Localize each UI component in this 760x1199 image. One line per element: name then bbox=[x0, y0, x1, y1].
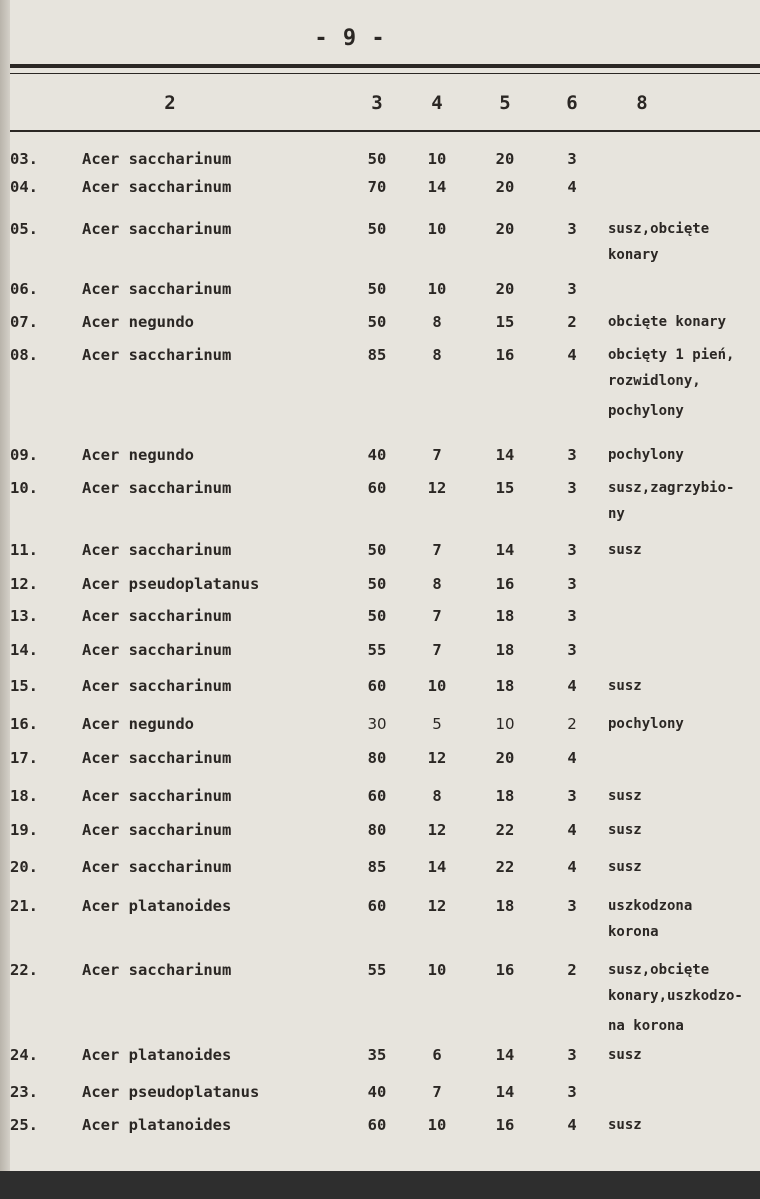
value-col-5: 22 bbox=[495, 821, 515, 839]
table-row bbox=[10, 343, 760, 419]
table-row bbox=[10, 310, 760, 334]
value-col-3: 40 bbox=[367, 446, 387, 464]
row-number: 13. bbox=[10, 607, 38, 625]
remarks-line: na korona bbox=[608, 1018, 684, 1034]
table-row bbox=[10, 476, 760, 522]
remarks-line: susz,obcięte bbox=[608, 221, 710, 237]
species-name: Acer negundo bbox=[82, 313, 194, 331]
value-col-5: 18 bbox=[495, 897, 515, 915]
species-name: Acer pseudoplatanus bbox=[82, 1083, 260, 1101]
table-row bbox=[10, 277, 760, 301]
value-col-4: 14 bbox=[427, 858, 447, 876]
value-col-5: 18 bbox=[495, 677, 515, 695]
remarks-line: susz bbox=[608, 1117, 642, 1133]
species-name: Acer saccharinum bbox=[82, 150, 232, 168]
table-row bbox=[10, 894, 760, 940]
value-col-3: 70 bbox=[367, 178, 387, 196]
value-col-4: 8 bbox=[432, 575, 442, 593]
remarks-line: susz bbox=[608, 822, 642, 838]
remarks-line: susz,obcięte bbox=[608, 962, 710, 978]
species-name: Acer saccharinum bbox=[82, 641, 232, 659]
col-header-5: 5 bbox=[499, 92, 511, 114]
value-col-4: 7 bbox=[432, 607, 442, 625]
value-col-5: 18 bbox=[495, 607, 515, 625]
value-col-4: 12 bbox=[427, 897, 447, 915]
table-row bbox=[10, 958, 760, 1034]
value-col-4: 7 bbox=[432, 446, 442, 464]
value-col-5: 14 bbox=[495, 1046, 515, 1064]
value-col-6: 2 bbox=[567, 715, 577, 733]
remarks-note bbox=[608, 855, 642, 879]
species-name: Acer saccharinum bbox=[82, 858, 232, 876]
value-col-4: 6 bbox=[432, 1046, 442, 1064]
value-col-6: 3 bbox=[567, 541, 577, 559]
col-header-4: 4 bbox=[431, 92, 443, 114]
species-name: Acer pseudoplatanus bbox=[82, 575, 260, 593]
remarks-note bbox=[608, 1113, 642, 1137]
value-col-3: 60 bbox=[367, 479, 387, 497]
value-col-5: 16 bbox=[495, 961, 515, 979]
row-number: 09. bbox=[10, 446, 38, 464]
table-row bbox=[10, 1043, 760, 1067]
value-col-5: 16 bbox=[495, 1116, 515, 1134]
table-row bbox=[10, 818, 760, 842]
value-col-5: 20 bbox=[495, 220, 515, 238]
row-number: 23. bbox=[10, 1083, 38, 1101]
value-col-6: 3 bbox=[567, 787, 577, 805]
species-name: Acer saccharinum bbox=[82, 346, 232, 364]
remarks-note bbox=[608, 712, 684, 736]
value-col-4: 14 bbox=[427, 178, 447, 196]
value-col-4: 8 bbox=[432, 787, 442, 805]
value-col-5: 20 bbox=[495, 280, 515, 298]
remarks-note bbox=[608, 674, 642, 698]
value-col-6: 3 bbox=[567, 220, 577, 238]
row-number: 08. bbox=[10, 346, 38, 364]
value-col-3: 60 bbox=[367, 787, 387, 805]
value-col-4: 10 bbox=[427, 220, 447, 238]
value-col-5: 20 bbox=[495, 178, 515, 196]
table-row bbox=[10, 855, 760, 879]
remarks-note bbox=[608, 818, 642, 842]
value-col-3: 50 bbox=[367, 220, 387, 238]
value-col-6: 3 bbox=[567, 575, 577, 593]
table-row bbox=[10, 784, 760, 808]
value-col-6: 4 bbox=[567, 677, 577, 695]
table-row bbox=[10, 147, 760, 171]
remarks-note bbox=[608, 343, 734, 423]
remarks-note bbox=[608, 538, 642, 562]
value-col-5: 18 bbox=[495, 641, 515, 659]
row-number: 24. bbox=[10, 1046, 38, 1064]
value-col-3: 60 bbox=[367, 1116, 387, 1134]
row-number: 06. bbox=[10, 280, 38, 298]
row-number: 19. bbox=[10, 821, 38, 839]
table-row bbox=[10, 217, 760, 263]
value-col-3: 50 bbox=[367, 280, 387, 298]
remarks-line: susz bbox=[608, 859, 642, 875]
value-col-4: 10 bbox=[427, 961, 447, 979]
row-number: 20. bbox=[10, 858, 38, 876]
value-col-3: 80 bbox=[367, 821, 387, 839]
remarks-note bbox=[608, 443, 684, 467]
remarks-line: obcięte konary bbox=[608, 314, 727, 330]
header-rule-thick bbox=[10, 64, 760, 68]
species-name: Acer platanoides bbox=[82, 1046, 232, 1064]
value-col-4: 10 bbox=[427, 1116, 447, 1134]
value-col-5: 20 bbox=[495, 749, 515, 767]
row-number: 04. bbox=[10, 178, 38, 196]
value-col-6: 4 bbox=[567, 749, 577, 767]
species-name: Acer saccharinum bbox=[82, 479, 232, 497]
col-header-6: 6 bbox=[566, 92, 578, 114]
value-col-6: 3 bbox=[567, 446, 577, 464]
col-header-3: 3 bbox=[371, 92, 383, 114]
remarks-line: korona bbox=[608, 924, 659, 940]
remarks-note bbox=[608, 958, 743, 1038]
remarks-line: susz bbox=[608, 788, 642, 804]
value-col-3: 55 bbox=[367, 961, 387, 979]
value-col-6: 4 bbox=[567, 1116, 577, 1134]
species-name: Acer saccharinum bbox=[82, 541, 232, 559]
remarks-note bbox=[608, 217, 709, 267]
value-col-5: 14 bbox=[495, 541, 515, 559]
value-col-4: 7 bbox=[432, 541, 442, 559]
remarks-note bbox=[608, 894, 692, 944]
remarks-line: obcięty 1 pień, bbox=[608, 347, 735, 363]
value-col-4: 12 bbox=[427, 749, 447, 767]
remarks-line: susz bbox=[608, 678, 642, 694]
row-number: 22. bbox=[10, 961, 38, 979]
table-row bbox=[10, 638, 760, 662]
value-col-6: 4 bbox=[567, 858, 577, 876]
row-number: 21. bbox=[10, 897, 38, 915]
remarks-line: susz bbox=[608, 542, 642, 558]
species-name: Acer saccharinum bbox=[82, 280, 232, 298]
row-number: 11. bbox=[10, 541, 38, 559]
remarks-line: konary bbox=[608, 247, 659, 263]
table-row bbox=[10, 1080, 760, 1104]
table-row bbox=[10, 712, 760, 736]
value-col-3: 50 bbox=[367, 541, 387, 559]
species-name: Acer negundo bbox=[82, 715, 194, 733]
value-col-6: 4 bbox=[567, 346, 577, 364]
col-header-8: 8 bbox=[636, 92, 648, 114]
remarks-note bbox=[608, 1043, 642, 1067]
species-name: Acer saccharinum bbox=[82, 607, 232, 625]
remarks-note bbox=[608, 476, 734, 526]
value-col-3: 80 bbox=[367, 749, 387, 767]
value-col-3: 60 bbox=[367, 677, 387, 695]
remarks-line: pochylony bbox=[608, 447, 684, 463]
value-col-5: 22 bbox=[495, 858, 515, 876]
remarks-note bbox=[608, 310, 726, 334]
value-col-4: 12 bbox=[427, 479, 447, 497]
value-col-3: 50 bbox=[367, 150, 387, 168]
remarks-line: rozwidlony, bbox=[608, 373, 701, 389]
remarks-line: konary,uszkodzo- bbox=[608, 988, 743, 1004]
species-name: Acer saccharinum bbox=[82, 749, 232, 767]
row-number: 14. bbox=[10, 641, 38, 659]
table-row bbox=[10, 674, 760, 698]
value-col-3: 40 bbox=[367, 1083, 387, 1101]
value-col-6: 3 bbox=[567, 641, 577, 659]
remarks-line: pochylony bbox=[608, 716, 684, 732]
value-col-5: 16 bbox=[495, 575, 515, 593]
value-col-3: 50 bbox=[367, 313, 387, 331]
remarks-line: susz bbox=[608, 1047, 642, 1063]
remarks-note bbox=[608, 784, 642, 808]
value-col-6: 3 bbox=[567, 1046, 577, 1064]
species-name: Acer platanoides bbox=[82, 897, 232, 915]
value-col-3: 60 bbox=[367, 897, 387, 915]
value-col-6: 3 bbox=[567, 1083, 577, 1101]
value-col-3: 85 bbox=[367, 858, 387, 876]
col-header-2: 2 bbox=[164, 92, 176, 114]
value-col-5: 10 bbox=[495, 715, 515, 733]
value-col-5: 14 bbox=[495, 446, 515, 464]
value-col-6: 3 bbox=[567, 280, 577, 298]
row-number: 25. bbox=[10, 1116, 38, 1134]
value-col-5: 14 bbox=[495, 1083, 515, 1101]
value-col-6: 3 bbox=[567, 479, 577, 497]
document-page bbox=[10, 0, 760, 1171]
species-name: Acer platanoides bbox=[82, 1116, 232, 1134]
value-col-4: 12 bbox=[427, 821, 447, 839]
value-col-3: 55 bbox=[367, 641, 387, 659]
value-col-3: 50 bbox=[367, 607, 387, 625]
value-col-4: 10 bbox=[427, 677, 447, 695]
remarks-line: uszkodzona bbox=[608, 898, 693, 914]
scan-bottom-border bbox=[0, 1171, 760, 1199]
value-col-4: 10 bbox=[427, 150, 447, 168]
value-col-5: 15 bbox=[495, 479, 515, 497]
value-col-4: 7 bbox=[432, 641, 442, 659]
value-col-6: 4 bbox=[567, 178, 577, 196]
species-name: Acer saccharinum bbox=[82, 787, 232, 805]
value-col-4: 5 bbox=[432, 715, 442, 733]
row-number: 05. bbox=[10, 220, 38, 238]
row-number: 18. bbox=[10, 787, 38, 805]
value-col-5: 20 bbox=[495, 150, 515, 168]
header-rule-bottom bbox=[10, 130, 760, 132]
value-col-4: 8 bbox=[432, 313, 442, 331]
row-number: 07. bbox=[10, 313, 38, 331]
header-rule-thin bbox=[10, 73, 760, 74]
value-col-6: 3 bbox=[567, 897, 577, 915]
remarks-line: susz,zagrzybio- bbox=[608, 480, 735, 496]
value-col-3: 85 bbox=[367, 346, 387, 364]
species-name: Acer saccharinum bbox=[82, 178, 232, 196]
value-col-6: 4 bbox=[567, 821, 577, 839]
value-col-3: 50 bbox=[367, 575, 387, 593]
value-col-3: 30 bbox=[367, 715, 387, 733]
remarks-line: ny bbox=[608, 506, 625, 522]
value-col-6: 2 bbox=[567, 313, 577, 331]
species-name: Acer saccharinum bbox=[82, 821, 232, 839]
row-number: 10. bbox=[10, 479, 38, 497]
species-name: Acer saccharinum bbox=[82, 961, 232, 979]
row-number: 16. bbox=[10, 715, 38, 733]
value-col-5: 15 bbox=[495, 313, 515, 331]
value-col-4: 8 bbox=[432, 346, 442, 364]
species-name: Acer saccharinum bbox=[82, 677, 232, 695]
table-row bbox=[10, 538, 760, 562]
value-col-4: 10 bbox=[427, 280, 447, 298]
value-col-5: 18 bbox=[495, 787, 515, 805]
row-number: 03. bbox=[10, 150, 38, 168]
table-row bbox=[10, 604, 760, 628]
species-name: Acer negundo bbox=[82, 446, 194, 464]
row-number: 12. bbox=[10, 575, 38, 593]
page-left-edge bbox=[0, 0, 10, 1199]
value-col-6: 3 bbox=[567, 150, 577, 168]
row-number: 15. bbox=[10, 677, 38, 695]
value-col-5: 16 bbox=[495, 346, 515, 364]
table-row bbox=[10, 443, 760, 467]
species-name: Acer saccharinum bbox=[82, 220, 232, 238]
table-row bbox=[10, 175, 760, 199]
value-col-6: 2 bbox=[567, 961, 577, 979]
page-number: - 9 - bbox=[314, 26, 386, 51]
table-row bbox=[10, 746, 760, 770]
table-row bbox=[10, 572, 760, 596]
value-col-6: 3 bbox=[567, 607, 577, 625]
remarks-line: pochylony bbox=[608, 403, 684, 419]
value-col-4: 7 bbox=[432, 1083, 442, 1101]
row-number: 17. bbox=[10, 749, 38, 767]
value-col-3: 35 bbox=[367, 1046, 387, 1064]
table-row bbox=[10, 1113, 760, 1137]
